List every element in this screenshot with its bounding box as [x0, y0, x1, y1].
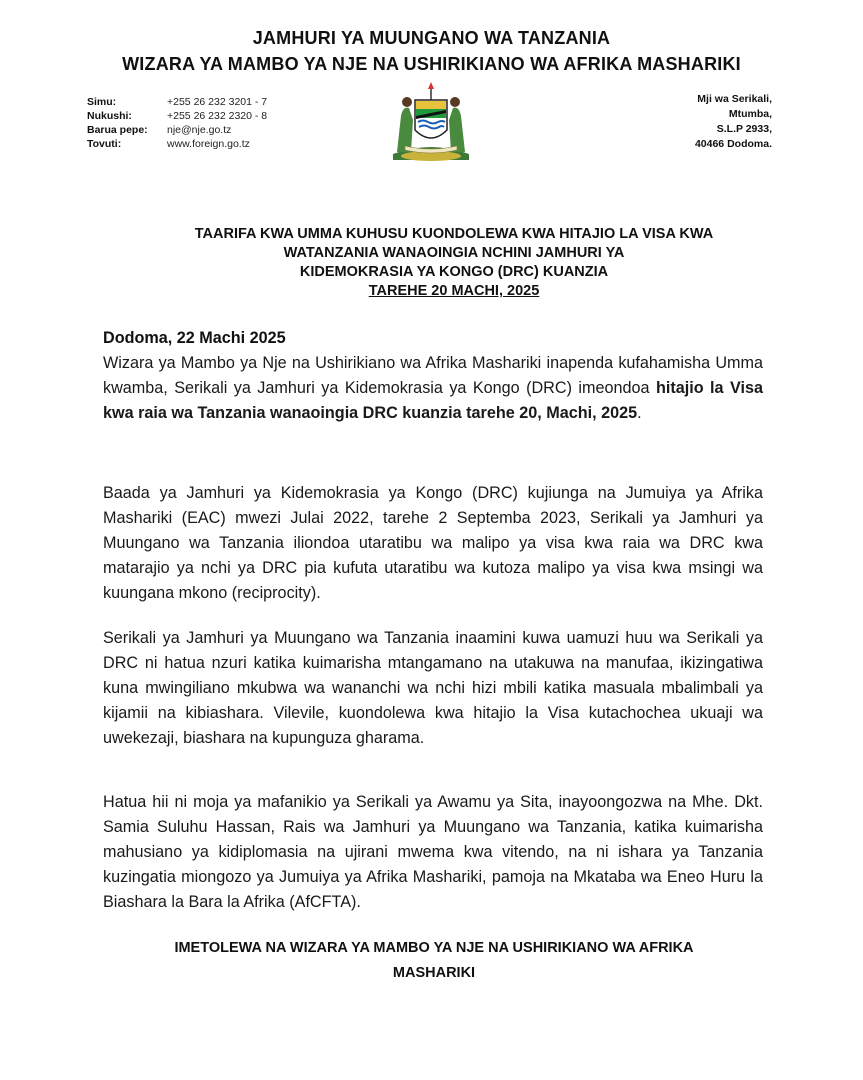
paragraph-4: Hatua hii ni moja ya mafanikio ya Serikali ya Awamu ya Sita, inayoongozwa na Mhe. Dkt. Samia Suluhu Hassan, Rais wa Jamhuri ya Muungano wa Tanzania, katika kuimarisha mahusiano ya kidiplomasia na ujirani mwema kwa vitendo, na ni ishara ya Tanzania kuzingatia miongozo ya Jumuiya ya Afrika Mashariki, pamoja na Mkataba wa Eneo Huru la Biashara la Bara la Afrika (AfCFTA).: [103, 793, 763, 911]
contact-block: [87, 95, 267, 151]
header-country: JAMHURI YA MUUNGANO WA TANZANIA: [252, 28, 611, 48]
issued-by-footer: IMETOLEWA NA WIZARA YA MAMBO YA NJE NA USHIRIKIANO WA AFRIKA MASHARIKI: [174, 940, 694, 981]
paragraph-2: Baada ya Jamhuri ya Kidemokrasia ya Kongo (DRC) kujiunga na Jumuiya ya Afrika Mashariki (EAC) mwezi Julai 2022, tarehe 2 Septemba 2023, Serikali ya Jamhuri ya Muungano wa Tanzania iliondoa utaratibu wa malipo ya visa kwa raia wa DRC kwa matarajio ya nchi ya DRC pia kufuta utaratibu wa kutoza malipo ya visa kwa msingi wa kuungana mkono (reciprocity).: [103, 484, 763, 602]
contact-phone: Simu: +255 26 232 3201 - 7: [87, 96, 268, 108]
contact-email: Barua pepe: nje@nje.go.tz: [87, 124, 232, 136]
coat-of-arms-icon: [387, 80, 475, 164]
contact-fax: Nukushi: +255 26 232 2320 - 8: [87, 110, 268, 122]
document-title: TAARIFA KWA UMMA KUHUSU KUONDOLEWA KWA HITAJIO LA VISA KWA WATANZANIA WANAOINGIA NCHINI JAMHURI YA KIDEMOKRASIA YA KONGO (DRC) KUANZIA TAREHE 20 MACHI, 2025: [194, 226, 714, 299]
header-ministry: WIZARA YA MAMBO YA NJE NA USHIRIKIANO WA AFRIKA MASHARIKI: [122, 54, 741, 74]
address-block: Mji wa Serikali, Mtumba, S.L.P 2933, 40466 Dodoma.: [694, 93, 772, 150]
dateline: Dodoma, 22 Machi 2025: [103, 329, 286, 347]
paragraph-1: Wizara ya Mambo ya Nje na Ushirikiano wa Afrika Mashariki inapenda kufahamisha Umma kwamba, Serikali ya Jamhuri ya Kidemokrasia ya Kongo (DRC) imeondoa hitajio la Visa kwa raia wa Tanzania wanaoingia DRC kuanzia tarehe 20, Machi, 2025.: [103, 354, 763, 422]
paragraph-3: Serikali ya Jamhuri ya Muungano wa Tanzania inaamini kuwa uamuzi huu wa Serikali ya DRC ni hatua nzuri katika kuimarisha mtangamano na utakuwa na manufaa, ikizingatiwa kuna mwingiliano mkubwa wa wananchi wa nchi hizi mbili katika masuala mbalimbali ya kijamii na kibiashara. Vilevile, kuondolewa kwa hitajio la Visa kutachochea ukuaji wa uwekezaji, biashara na kupunguza gharama.: [103, 629, 763, 747]
contact-website: Tovuti: www.foreign.go.tz: [87, 138, 250, 150]
